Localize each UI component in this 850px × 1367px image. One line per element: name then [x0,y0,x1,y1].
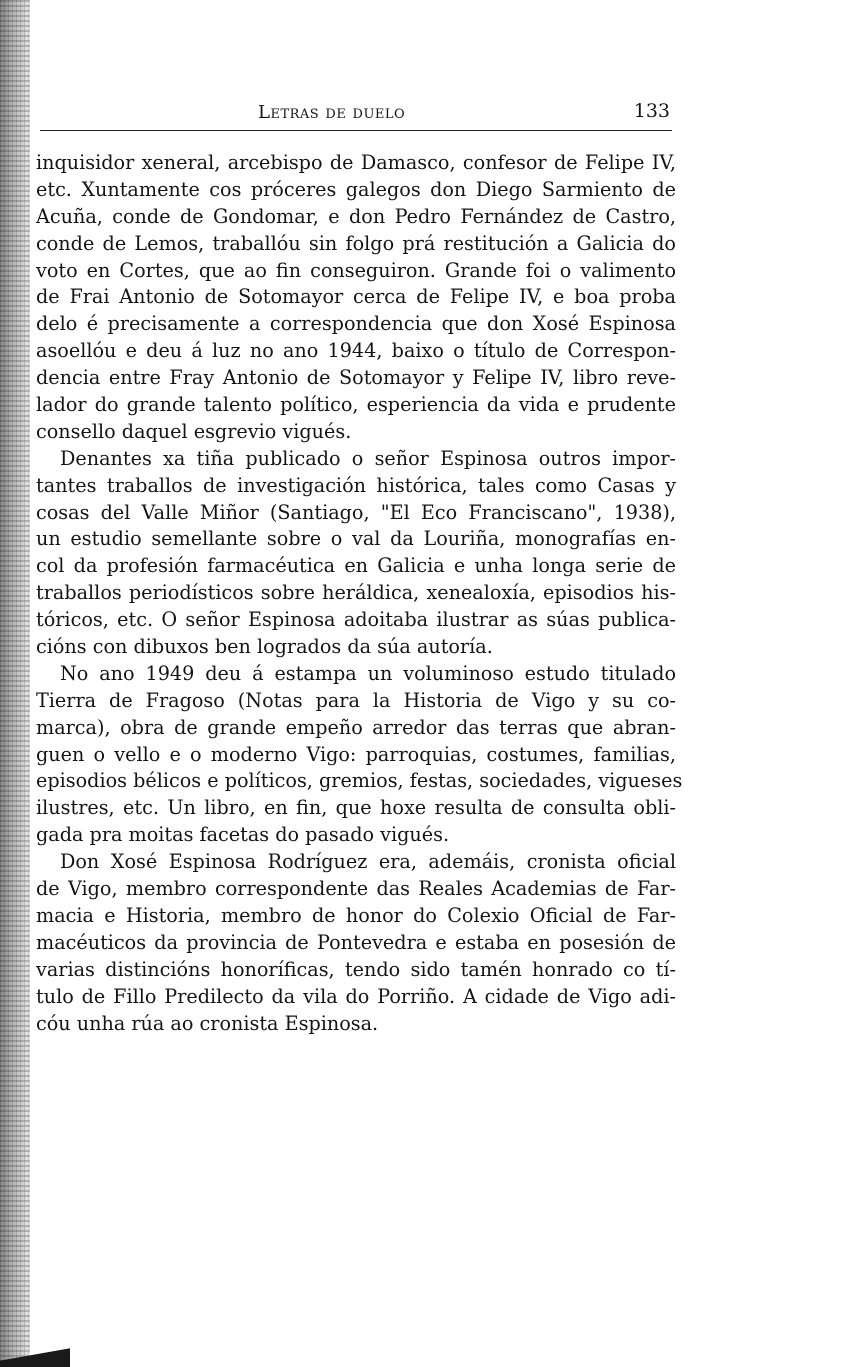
page-corner-shadow [0,1345,70,1367]
text-line: dencia entre Fray Antonio de Sotomayor y Felipe IV, libro reve- [36,366,676,390]
text-line: Don Xosé Espinosa Rodríguez era, ademáis, cronista oficial [60,850,676,874]
body-text [36,150,683,1037]
text-line: ilustres, etc. Un libro, en fin, que hoxe resulta de consulta obli- [36,796,676,820]
text-line: macéuticos da provincia de Pontevedra e estaba en posesión de [36,930,676,954]
text-line: cións con dibuxos ben logrados da súa autoría. [36,635,493,659]
page-header [40,98,672,126]
text-line: guen o vello e o moderno Vigo: parroquias, costumes, familias, [36,742,676,766]
text-line: No ano 1949 deu á estampa un voluminoso estudo titulado [60,661,676,685]
text-line: gada pra moitas facetas do pasado vigués. [36,823,450,847]
text-line: conde de Lemos, traballóu sin folgo prá restitución a Galicia do [36,231,676,255]
text-line: un estudio semellante sobre o val da Louriña, monografías en- [36,527,676,551]
running-head: Letras de duelo [258,102,406,123]
text-line: inquisidor xeneral, arcebispo de Damasco, confesor de Felipe IV, [36,151,676,174]
text-line: cóu unha rúa ao cronista Espinosa. [36,1011,379,1035]
text-line: consello daquel esgrevio vigués. [36,419,352,443]
text-line: Acuña, conde de Gondomar, e don Pedro Fernández de Castro, [36,204,676,228]
text-line: marca), obra de grande empeño arredor das terras que abran- [36,715,676,739]
text-line: voto en Cortes, que ao fin conseguiron. Grande foi o valimento [36,258,676,282]
text-line: tóricos, etc. O señor Espinosa adoitaba ilustrar as súas publica- [36,608,676,632]
text-line: episodios bélicos e políticos, gremios, festas, sociedades, vigueses [36,769,683,793]
page-gutter-shadow [0,0,30,1367]
text-line: Tierra de Fragoso (Notas para la Historia de Vigo y su co- [36,688,676,712]
text-line: lador do grande talento político, esperiencia da vida e prudente [36,393,676,417]
text-line: tulo de Fillo Predilecto da vila do Porriño. A cidade de Vigo adi- [36,984,676,1008]
text-line: etc. Xuntamente cos próceres galegos don Diego Sarmiento de [36,177,676,201]
text-line: macia e Historia, membro de honor do Colexio Oficial de Far- [36,903,676,927]
text-line: Denantes xa tiña publicado o señor Espinosa outros impor- [60,446,676,470]
page-number: 133 [633,100,670,122]
header-rule [40,130,672,131]
text-line: col da profesión farmacéutica en Galicia e unha longa serie de [36,554,676,578]
text-line: de Vigo, membro correspondente das Reales Academias de Far- [36,877,676,901]
text-line: asoellóu e deu á luz no ano 1944, baixo o título de Correspon- [36,339,676,363]
text-line: varias distincións honoríficas, tendo sido tamén honrado co tí- [36,957,676,981]
text-line: traballos periodísticos sobre heráldica, xenealoxía, episodios his- [36,581,676,605]
text-line: de Frai Antonio de Sotomayor cerca de Felipe IV, e boa proba [36,285,676,309]
text-line: tantes traballos de investigación histórica, tales como Casas y [36,473,676,497]
text-line: delo é precisamente a correspondencia que don Xosé Espinosa [36,312,676,336]
text-line: cosas del Valle Miñor (Santiago, "El Eco Franciscano", 1938), [36,500,676,524]
